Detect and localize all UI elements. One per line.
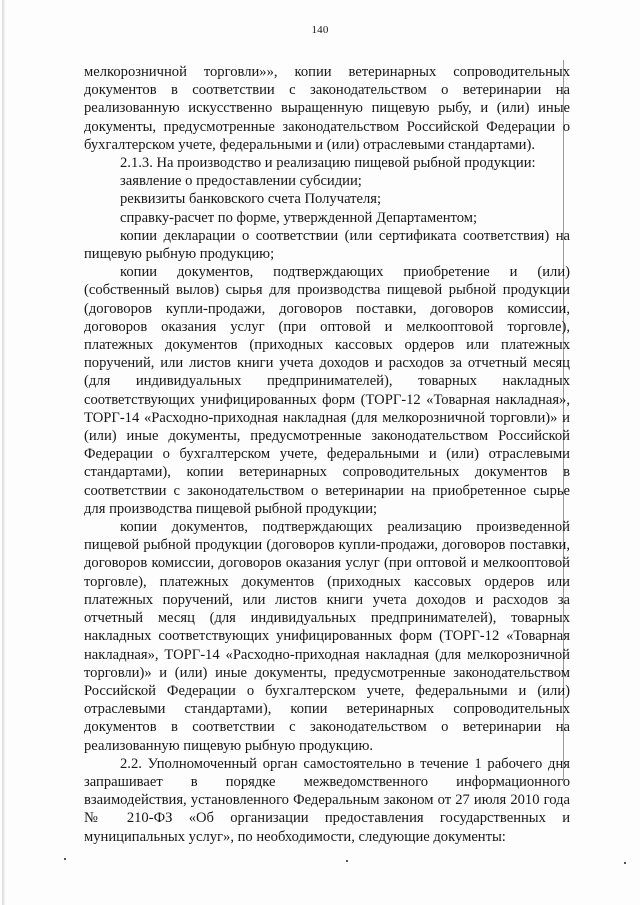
paragraph: мелкорозничной торговли»», копии ветеринарных сопроводительных документов в соответствии с законодательством о ветеринарии на реализованную искусственно выращенную пищевую рыбу, и (или) иные документы, предусмотренные законодательством Российской Федерации о бухгалтерском учете, федеральными и (или) отраслевыми стандартами). — [84, 64, 570, 153]
list-item: копии документов, подтверждающих приобретение и (или) (собственный вылов) сырья для производства пищевой рыбной продукции (договоров купли-продажи, договоров поставки, договоров комиссии, договоров оказания услуг (при оптовой и мелкооптовой торговле), платежных документов (приходных кассовых ордеров или платежных поручений, или листов книги учета доходов и расходов за отчетный месяц (для индивидуальных предпринимателей), товарных накладных соответствующих унифицированных форм (ТОРГ-12 «Товарная накладная», ТОРГ-14 «Расходно-приходная накладная (для мелкорозничной торговли)» и (или) иные документы, предусмотренные законодательством Российской Федерации о бухгалтерском учете, федеральными и (или) отраслевыми стандартами), копии ветеринарных сопроводительных документов в соответствии с законодательством о ветеринарии на приобретенное сырье для производства пищевой рыбной продукции; — [84, 264, 570, 517]
section-heading: 2.1.3. На производство и реализацию пищевой рыбной продукции: — [120, 155, 536, 172]
list-item: реквизиты банковского счета Получателя; — [120, 191, 382, 208]
list-item: справку-расчет по форме, утвержденной Департаментом; — [120, 209, 478, 226]
list-item: копии документов, подтверждающих реализацию произведенной пищевой рыбной продукции (договоров купли-продажи, договоров поставки, договоров комиссии, договоров оказания услуг (при оптовой и мелкооптовой торговле), платежных документов (приходных кассовых ордеров или платежных поручений, или листов книги учета доходов и расходов за отчетный месяц (для индивидуальных предпринимателей), товарных накладных соответствующих унифицированных форм (ТОРГ-12 «Товарная накладная», ТОРГ-14 «Расходно-приходная накладная (для мелкорозничной торговли)» и (или) иные документы, предусмотренные законодательством Российской Федерации о бухгалтерском учете, федеральными и (или) отраслевыми стандартами), копии ветеринарных сопроводительных документов в соответствии с законодательством о ветеринарии на реализованную пищевую рыбную продукцию. — [84, 519, 570, 754]
list-item: заявление о предоставлении субсидии; — [120, 173, 362, 190]
list-item: копии декларации о соответствии (или сертификата соответствия) на пищевую рыбную продукцию; — [84, 227, 570, 263]
scan-speck — [346, 860, 348, 862]
scan-speck — [64, 858, 66, 860]
document-body — [84, 63, 570, 846]
scan-speck — [624, 862, 626, 864]
section-paragraph: 2.2. Уполномоченный орган самостоятельно в течение 1 рабочего дня запрашивает в порядке межведомственного информационного взаимодействия, установленного Федеральным законом от 27 июля 2010 года № 210-ФЗ «Об организации предоставления государственных и муниципальных услуг», по необходимости, следующие документы: — [84, 755, 570, 845]
page-number: 140 — [311, 24, 329, 36]
scan-edge — [2, 0, 5, 905]
